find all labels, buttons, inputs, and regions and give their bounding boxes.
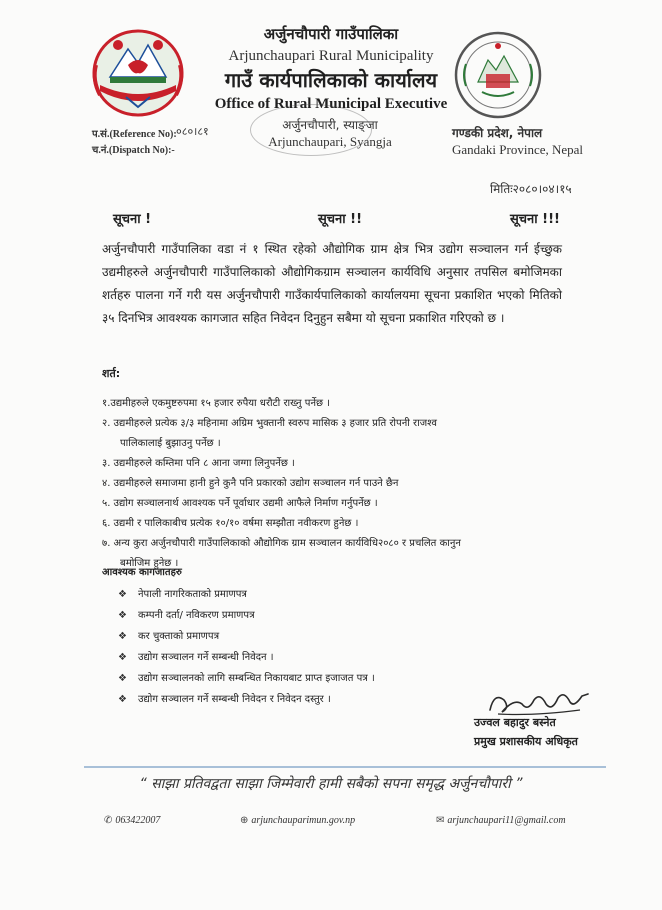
condition-text-continued: पालिकालाई बुझाउनु पर्नेछ ।: [120, 438, 221, 449]
condition-text: ६. उद्यमी र पालिकाबीच प्रत्येक १०/१० वर्षमा सम्झौता नवीकरण हुनेछ ।: [102, 518, 359, 529]
reference-number-value: ०८०।८१: [176, 125, 209, 138]
notice-heading-2: सूचना !!: [318, 212, 363, 227]
document-text: कम्पनी दर्ता/ नविकरण प्रमाणपत्र: [138, 610, 255, 621]
condition-item: [102, 494, 572, 514]
diamond-bullet-icon: ❖: [118, 589, 127, 600]
document-text: नेपाली नागरिकताको प्रमाणपत्र: [138, 589, 247, 600]
document-date: मितिः२०८०।०४।१५: [490, 182, 572, 196]
municipality-name-english: Arjunchaupari Rural Municipality: [228, 48, 434, 64]
province-english: Gandaki Province, Nepal: [452, 142, 584, 157]
email-address[interactable]: arjunchaupari11@gmail.com: [447, 815, 566, 826]
diamond-bullet-icon: ❖: [118, 652, 127, 663]
municipality-name-nepali: अर्जुनचौपारी गाउँपालिका: [263, 25, 399, 43]
required-documents-heading: आवश्यक कागजातहरु: [102, 567, 182, 578]
document-text: उद्योग सञ्चालनको लागि सम्बन्धित निकायबाट प्राप्त इजाजत पत्र ।: [138, 673, 375, 684]
document-item: [118, 605, 558, 626]
condition-text: ५. उद्योग सञ्चालनार्थ आवश्यक पर्ने पूर्वाधार उद्यमी आफैले निर्माण गर्नुपर्नेछ ।: [102, 498, 378, 509]
condition-text: २. उद्यमीहरुले प्रत्येक ३/३ महिनामा अग्रिम भुक्तानी स्वरुप मासिक ३ हजार प्रति रोपनी राजश्व: [102, 418, 437, 429]
condition-item: [102, 514, 572, 534]
diamond-bullet-icon: ❖: [118, 694, 127, 705]
diamond-bullet-icon: ❖: [118, 673, 127, 684]
conditions-heading: शर्त:: [102, 367, 121, 380]
condition-text: १.उद्यमीहरुले एकमुष्टरुपमा १५ हजार रुपैया धरौटी राख्नु पर्नेछ ।: [102, 398, 330, 409]
diamond-bullet-icon: ❖: [118, 631, 127, 642]
notice-body-paragraph: अर्जुनचौपारी गाउँपालिका वडा नं १ स्थित रहेको औद्योगिक ग्राम क्षेत्र भित्र उद्योग सञ्चालन गर्न ईच्छुक उद्यमीहरुले अर्जुनचौपारी गाउँपालिकाको औद्योगिकग्राम सञ्चालन कार्यविधि अनुसार तपसिल बमोजिमका शर्तहरु पालना गर्ने गरी यस अर्जुनचौपारी गाउँकार्यपालिकाको कार्यालयमा सूचना प्रकाशित भएको मितिको ३५ दिनभित्र आवश्यक कागजात सहित निवेदन दिनुहुन सबैमा यो सूचना प्रकाशित गरिएको छ ।: [102, 242, 562, 325]
condition-text-continued: बमोजिम हुनेछ ।: [120, 558, 179, 569]
footer-email[interactable]: [436, 815, 566, 826]
footer-phone: [104, 815, 160, 826]
address-nepali: अर्जुनचौपारी, स्याङ्जा: [282, 118, 378, 132]
footer-divider: [84, 766, 606, 768]
document-text: उद्योग सञ्चालन गर्ने सम्बन्धी निवेदन ।: [138, 652, 274, 663]
condition-text: ३. उद्यमीहरुले कम्तिमा पनि ८ आना जग्गा लिनुपर्नेछ ।: [102, 458, 295, 469]
notice-heading-3: सूचना !!!: [510, 212, 560, 227]
condition-item: [102, 394, 572, 414]
office-title-nepali: गाउँ कार्यपालिकाको कार्यालय: [224, 68, 438, 92]
conditions-list: [102, 394, 572, 574]
municipality-motto: “ साझा प्रतिवद्वता साझा जिम्मेवारी हामी सबैको सपना समृद्ध अर्जुनचौपारी ”: [139, 776, 523, 792]
document-text: कर चुक्ताको प्रमाणपत्र: [138, 631, 220, 642]
document-item: [118, 584, 558, 605]
document-item: [118, 647, 558, 668]
document-text: उद्योग सञ्चालन गर्ने सम्बन्धी निवेदन र निवेदन दस्तुर ।: [138, 694, 331, 705]
condition-text: ४. उद्यमीहरुले समाजमा हानी हुने कुनै पनि प्रकारको उद्योग सञ्चालन गर्न पाउने छैन: [102, 478, 399, 489]
website-url[interactable]: arjunchauparimun.gov.np: [251, 815, 356, 826]
diamond-bullet-icon: ❖: [118, 610, 127, 621]
condition-item: [102, 454, 572, 474]
address-english: Arjunchaupari, Syangja: [268, 134, 392, 149]
condition-item: [102, 414, 572, 454]
envelope-icon: ✉: [436, 815, 445, 826]
condition-text: ७. अन्य कुरा अर्जुनचौपारी गाउँपालिकाको औद्योगिक ग्राम सञ्चालन कार्यविधि२०८० र प्रचलित कानुन: [102, 538, 461, 549]
footer-website[interactable]: [240, 815, 355, 826]
condition-item: [102, 474, 572, 494]
dispatch-number-label: च.नं.(Dispatch No):-: [92, 145, 175, 156]
province-nepali: गण्डकी प्रदेश, नेपाल: [452, 126, 543, 140]
signatory-name: उज्वल बहादुर बस्नेत: [474, 716, 556, 729]
globe-icon: ⊕: [240, 815, 249, 826]
phone-icon: ✆: [104, 815, 113, 826]
reference-number-label: प.सं.(Reference No):: [92, 129, 177, 140]
office-title-english: Office of Rural Municipal Executive: [214, 96, 448, 112]
phone-number: 063422007: [115, 815, 161, 826]
signatory-title: प्रमुख प्रशासकीय अधिकृत: [474, 735, 578, 748]
notice-heading-1: सूचना !: [113, 212, 152, 227]
document-item: [118, 626, 558, 647]
